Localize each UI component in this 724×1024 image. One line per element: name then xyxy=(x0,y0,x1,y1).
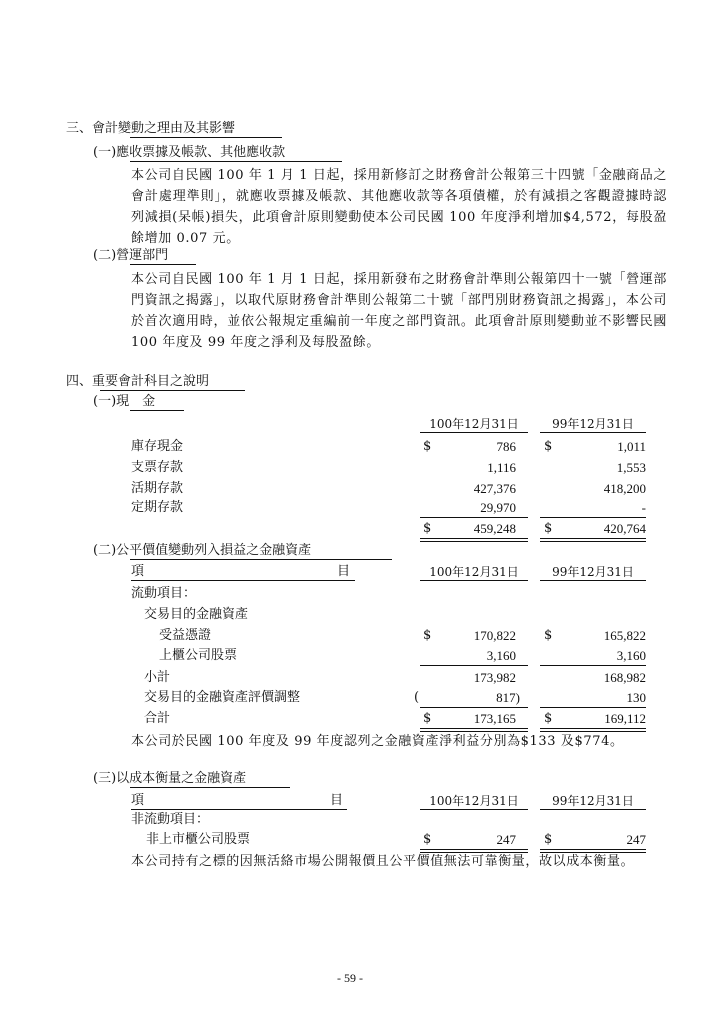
section-heading-account-notes: 四、重要會計科目之說明 xyxy=(66,374,210,389)
cash-value-2010: 418,200 xyxy=(603,481,646,496)
subsection-title-fvpl: (二)公平價值變動列入損益之金融資產 xyxy=(93,543,312,558)
fvpl-value-2010: 3,160 xyxy=(616,648,646,663)
column-header-underline xyxy=(540,432,646,433)
cash-row-label: 支票存款 xyxy=(131,460,184,475)
column-header-underline xyxy=(420,809,528,810)
cash-value-2011: 1,116 xyxy=(487,460,516,475)
cash-row-label: 庫存現金 xyxy=(131,439,184,454)
cash-value-2011: 427,376 xyxy=(473,481,516,496)
heading-underline xyxy=(100,390,245,391)
cost-value-2010: 247 xyxy=(626,832,646,847)
fvpl-subtotal-2010: 168,982 xyxy=(603,670,646,685)
column-header-2011: 100年12月31日 xyxy=(429,794,519,808)
fvpl-row-label: 上櫃公司股票 xyxy=(159,648,238,663)
page-number: - 59 - xyxy=(337,971,363,985)
fvpl-value-2010: 165,822 xyxy=(603,628,646,643)
subtotal-rule xyxy=(540,707,646,708)
subtotal-rule xyxy=(420,707,528,708)
subsection-underline xyxy=(130,410,184,411)
paragraph-segments: 本公司自民國 100 年 1 月 1 日起，採用新發布之財務會計準則公報第四十一號「營運部門資訊之揭露」，以取代原財務會計準則公報第二十號「部門別財務資訊之揭露」，本公司於首次適用時，並依公報規定重編前一年度之部門資訊。此項會計原則變動並不影響民國 100 年度及 99 年度之淨利及每股盈餘。 xyxy=(131,272,667,350)
fvpl-value-2011: 170,822 xyxy=(473,628,516,643)
currency-symbol: $ xyxy=(544,439,553,454)
subtotal-label: 小計 xyxy=(144,670,171,685)
column-header-underline xyxy=(420,432,528,433)
item-column-underline xyxy=(131,580,355,581)
subsection-underline xyxy=(130,559,392,560)
subsection-title-segments: (二)營運部門 xyxy=(93,248,169,263)
fvpl-subtotal-2011: 173,982 xyxy=(473,670,516,685)
column-header-2011: 100年12月31日 xyxy=(429,565,519,579)
fvpl-adjustment-2011: 817) xyxy=(496,690,520,705)
currency-symbol: $ xyxy=(423,521,432,536)
paragraph-receivables: 本公司自民國 100 年 1 月 1 日起，採用新修訂之財務會計公報第三十四號「金融商品之會計處理準則」，就應收票據及帳款、其他應收款等各項債權，於有減損之客觀證據時認列減損(呆帳)損失，此項會計原則變動使本公司民國 100 年度淨利增加$4,572，每股盈餘增加 0.07 元。 xyxy=(131,168,667,246)
valuation-adjustment-label: 交易目的金融資產評價調整 xyxy=(144,690,301,705)
item-column-label: 目 xyxy=(330,793,344,808)
subsection-underline xyxy=(130,787,290,788)
cost-value-2011: 247 xyxy=(496,832,516,847)
heading-underline xyxy=(130,137,282,138)
column-header-2011: 100年12月31日 xyxy=(429,417,519,431)
subsection-title-receivables: (一)應收票據及帳款、其他應收款 xyxy=(93,145,286,160)
currency-symbol: $ xyxy=(544,628,553,643)
total-double-rule xyxy=(420,538,528,542)
subsection-underline xyxy=(130,264,196,265)
subtotal-rule xyxy=(420,517,528,518)
cash-row-label: 定期存款 xyxy=(131,500,184,515)
column-header-underline xyxy=(540,809,646,810)
fvpl-adjustment-2010: 130 xyxy=(626,690,646,705)
column-header-underline xyxy=(540,580,646,581)
currency-symbol: $ xyxy=(423,711,432,726)
total-label: 合計 xyxy=(144,711,171,726)
trading-assets-label: 交易目的金融資產 xyxy=(144,607,249,622)
section-heading-accounting-changes: 三、會計變動之理由及其影響 xyxy=(66,121,236,136)
noncurrent-items-label: 非流動項目： xyxy=(131,812,210,827)
cash-row-label: 活期存款 xyxy=(131,481,184,496)
column-header-2010: 99年12月31日 xyxy=(552,417,634,431)
cash-value-2010: 1,553 xyxy=(616,460,646,475)
item-column-underline xyxy=(131,809,347,810)
currency-symbol: $ xyxy=(544,832,553,847)
fvpl-row-label: 受益憑證 xyxy=(159,628,212,643)
cash-total-2011: 459,248 xyxy=(473,521,516,536)
cash-value-2010: 1,011 xyxy=(617,439,646,454)
currency-symbol: $ xyxy=(423,628,432,643)
currency-symbol: $ xyxy=(544,711,553,726)
cash-value-2010: - xyxy=(641,500,646,515)
currency-symbol: $ xyxy=(423,832,432,847)
currency-symbol: $ xyxy=(544,521,553,536)
currency-symbol: $ xyxy=(423,439,432,454)
item-column-label: 項 xyxy=(131,564,145,579)
cost-row-label: 非上市櫃公司股票 xyxy=(146,832,251,847)
subtotal-rule xyxy=(420,665,528,666)
cash-value-2011: 29,970 xyxy=(480,500,516,515)
cash-total-2010: 420,764 xyxy=(603,521,646,536)
negative-open-paren: ( xyxy=(414,690,420,705)
column-header-2010: 99年12月31日 xyxy=(552,565,634,579)
cash-value-2011: 786 xyxy=(496,439,516,454)
fvpl-value-2011: 3,160 xyxy=(486,648,516,663)
fvpl-total-2010: 169,112 xyxy=(604,711,646,726)
current-items-label: 流動項目： xyxy=(131,586,197,601)
item-column-label: 目 xyxy=(337,564,351,579)
subsection-title-cash: (一)現 金 xyxy=(93,394,156,409)
cost-note: 本公司持有之標的因無活絡市場公開報價且公平價值無法可靠衡量，故以成本衡量。 xyxy=(131,854,635,869)
subsection-underline xyxy=(130,161,342,162)
column-header-underline xyxy=(420,580,528,581)
subtotal-rule xyxy=(540,665,646,666)
subsection-title-cost-method: (三)以成本衡量之金融資產 xyxy=(93,771,247,786)
column-header-2010: 99年12月31日 xyxy=(552,794,634,808)
total-double-rule xyxy=(540,538,646,542)
item-column-label: 項 xyxy=(131,793,145,808)
subtotal-rule xyxy=(540,517,646,518)
fvpl-total-2011: 173,165 xyxy=(473,711,516,726)
fvpl-note: 本公司於民國 100 年度及 99 年度認列之金融資產淨利益分別為$133 及$774。 xyxy=(131,734,624,749)
